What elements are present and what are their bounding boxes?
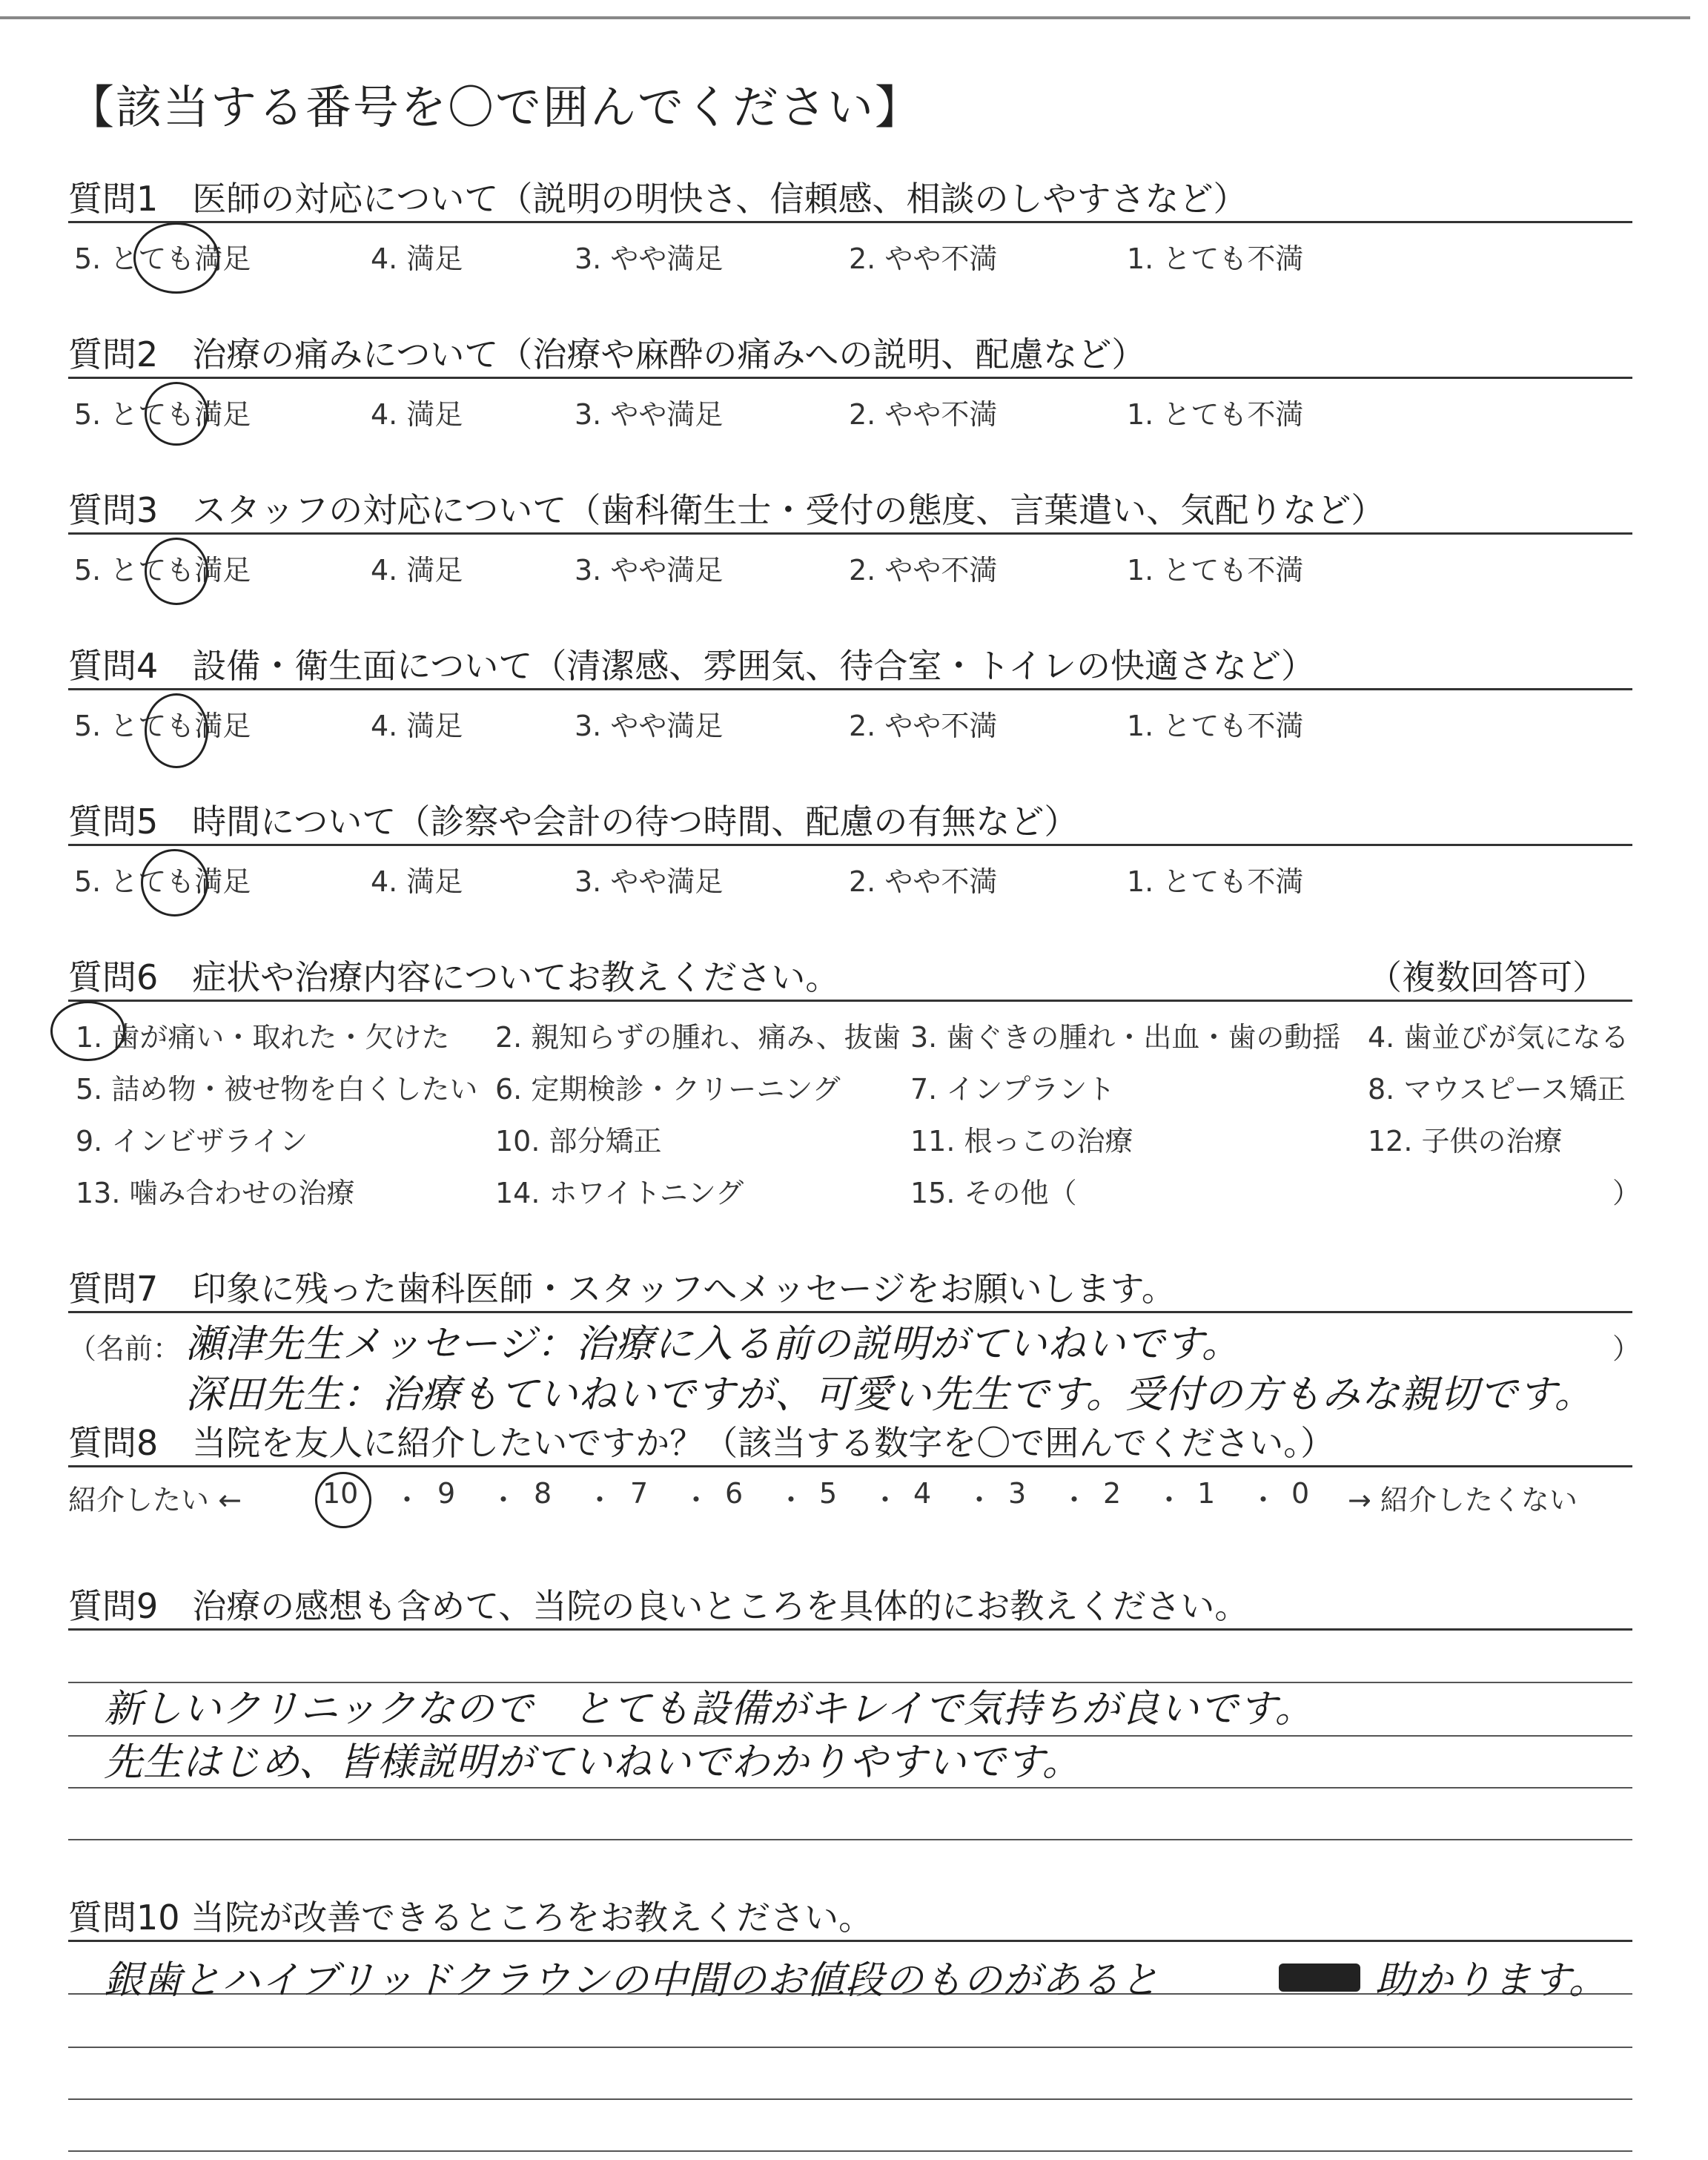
separator: ・ [682, 1484, 711, 1516]
q6-item-5[interactable]: 5. 詰め物・被せ物を白くしたい [76, 1073, 478, 1106]
q5-option-1[interactable]: 1. とても不満 [1127, 865, 1304, 898]
separator: ・ [965, 1484, 994, 1516]
q2-option-3[interactable]: 3. やや満足 [575, 398, 724, 431]
handwritten-answer-1: 新しいクリニックなので とても設備がキレイで気持ちが良いです。 [104, 1687, 1314, 1731]
answer-line [68, 2098, 1632, 2100]
question-9-title: 質問9 治療の感想も含めて、当院の良いところを具体的にお教えください。 [68, 1586, 1249, 1626]
name-label: （名前： [68, 1332, 182, 1365]
q4-option-4[interactable]: 4. 満足 [371, 710, 463, 742]
question-7-title: 質問7 印象に残った歯科医師・スタッフへメッセージをお願いします。 [68, 1269, 1176, 1309]
q6-item-12[interactable]: 12. 子供の治療 [1368, 1125, 1563, 1157]
q4-option-3[interactable]: 3. やや満足 [575, 710, 724, 742]
selection-circle [133, 222, 219, 294]
handwritten-improvement-end: 助かります。 [1375, 1958, 1608, 2003]
question-6-title: 質問6 症状や治療内容についてお教えください。 [68, 957, 840, 997]
question-2-title: 質問2 治療の痛みについて（治療や麻酔の痛みへの説明、配慮など） [68, 334, 1146, 374]
separator: ・ [1060, 1484, 1089, 1516]
q5-option-5[interactable]: 5. とても満足 [74, 865, 251, 898]
q6-item-6[interactable]: 6. 定期検診・クリーニング [495, 1073, 841, 1106]
selection-circle [145, 538, 208, 605]
q6-item-15[interactable]: 15. その他（ [910, 1177, 1077, 1209]
q6-item-8[interactable]: 8. マウスピース矯正 [1368, 1073, 1626, 1106]
q6-item-9[interactable]: 9. インビザライン [76, 1125, 308, 1157]
scan-edge [0, 16, 1690, 19]
q3-option-4[interactable]: 4. 満足 [371, 554, 463, 587]
q5-option-4[interactable]: 4. 満足 [371, 865, 463, 898]
question-3-title: 質問3 スタッフの対応について（歯科衛生士・受付の態度、言葉遣い、気配りなど） [68, 490, 1386, 530]
q3-option-5[interactable]: 5. とても満足 [74, 554, 251, 587]
q1-option-2[interactable]: 2. やや不満 [849, 242, 998, 275]
recommend-right-label: → 紹介したくない [1348, 1484, 1578, 1516]
q2-option-1[interactable]: 1. とても不満 [1127, 398, 1304, 431]
separator: ・ [1155, 1484, 1184, 1516]
q2-option-2[interactable]: 2. やや不満 [849, 398, 998, 431]
divider [68, 221, 1632, 223]
q3-option-2[interactable]: 2. やや不満 [849, 554, 998, 587]
score-10[interactable]: 10 [322, 1477, 359, 1510]
score-0[interactable]: 0 [1291, 1477, 1310, 1510]
score-8[interactable]: 8 [534, 1477, 552, 1510]
answer-line [68, 1787, 1632, 1789]
answer-line [68, 1839, 1632, 1840]
separator: ・ [1249, 1484, 1278, 1516]
q6-item-13[interactable]: 13. 噛み合わせの治療 [76, 1177, 355, 1209]
score-1[interactable]: 1 [1197, 1477, 1216, 1510]
score-5[interactable]: 5 [819, 1477, 838, 1510]
separator: ・ [489, 1484, 518, 1516]
q4-option-5[interactable]: 5. とても満足 [74, 710, 251, 742]
selection-circle [50, 1001, 125, 1061]
multiple-answer-note: （複数回答可） [1368, 957, 1606, 997]
separator: ・ [586, 1484, 615, 1516]
handwritten-answer-2: 先生はじめ、皆様説明がていねいでわかりやすいです。 [104, 1740, 1082, 1785]
q3-option-1[interactable]: 1. とても不満 [1127, 554, 1304, 587]
score-6[interactable]: 6 [725, 1477, 744, 1510]
selection-circle [145, 693, 208, 768]
divider [68, 844, 1632, 846]
q1-option-3[interactable]: 3. やや満足 [575, 242, 724, 275]
divider [68, 532, 1632, 535]
q6-item-3[interactable]: 3. 歯ぐきの腫れ・出血・歯の動揺 [910, 1021, 1341, 1054]
score-4[interactable]: 4 [913, 1477, 932, 1510]
divider [68, 1465, 1632, 1467]
answer-line [68, 2150, 1632, 2152]
question-4-title: 質問4 設備・衛生面について（清潔感、雰囲気、待合室・トイレの快適さなど） [68, 646, 1316, 686]
score-2[interactable]: 2 [1103, 1477, 1122, 1510]
q6-item-4[interactable]: 4. 歯並びが気になる [1368, 1021, 1629, 1054]
q1-option-1[interactable]: 1. とても不満 [1127, 242, 1304, 275]
divider [68, 1628, 1632, 1631]
selection-circle [315, 1472, 371, 1528]
q2-option-4[interactable]: 4. 満足 [371, 398, 463, 431]
recommend-left-label: 紹介したい ← [68, 1484, 242, 1516]
handwritten-improvement: 銀歯とハイブリッドクラウンの中間のお値段のものがあると [104, 1958, 1160, 2003]
separator: ・ [777, 1484, 806, 1516]
q4-option-2[interactable]: 2. やや不満 [849, 710, 998, 742]
q5-option-2[interactable]: 2. やや不満 [849, 865, 998, 898]
divider [68, 688, 1632, 690]
q6-item-15-close: ） [1612, 1177, 1641, 1209]
q2-option-5[interactable]: 5. とても満足 [74, 398, 251, 431]
question-10-title: 質問10 当院が改善できるところをお教えください。 [68, 1898, 873, 1938]
q6-item-1[interactable]: 1. 歯が痛い・取れた・欠けた [76, 1021, 450, 1054]
q6-item-11[interactable]: 11. 根っこの治療 [910, 1125, 1133, 1157]
question-8-title: 質問8 当院を友人に紹介したいですか？（該当する数字を〇で囲んでください。） [68, 1423, 1335, 1463]
question-1-title: 質問1 医師の対応について（説明の明快さ、信頼感、相談のしやすさなど） [68, 179, 1248, 219]
name-close-paren: ） [1612, 1332, 1641, 1365]
q6-item-2[interactable]: 2. 親知らずの腫れ、痛み、抜歯 [495, 1021, 901, 1054]
q1-option-5[interactable]: 5. とても満足 [74, 242, 251, 275]
divider [68, 377, 1632, 379]
q6-item-10[interactable]: 10. 部分矯正 [495, 1125, 662, 1157]
divider [68, 1000, 1632, 1002]
handwritten-message-2: 深田先生：治療もていねいですが、可愛い先生です。受付の方もみな親切です。 [185, 1373, 1594, 1417]
score-7[interactable]: 7 [630, 1477, 649, 1510]
q6-item-7[interactable]: 7. インプラント [910, 1073, 1116, 1106]
q5-option-3[interactable]: 3. やや満足 [575, 865, 724, 898]
selection-circle [145, 382, 208, 446]
q4-option-1[interactable]: 1. とても不満 [1127, 710, 1304, 742]
score-3[interactable]: 3 [1008, 1477, 1027, 1510]
question-5-title: 質問5 時間について（診察や会計の待つ時間、配慮の有無など） [68, 802, 1079, 842]
scribble-out-mark [1279, 1964, 1360, 1992]
score-9[interactable]: 9 [437, 1477, 456, 1510]
page-title: 【該当する番号を〇で囲んでください】 [68, 80, 923, 134]
divider [68, 1940, 1632, 1942]
selection-circle [141, 849, 208, 916]
q3-option-3[interactable]: 3. やや満足 [575, 554, 724, 587]
separator: ・ [871, 1484, 900, 1516]
q6-item-14[interactable]: 14. ホワイトニング [495, 1177, 744, 1209]
answer-line [68, 2047, 1632, 2048]
handwritten-message-1: 瀬津先生メッセージ：治療に入る前の説明がていねいです。 [185, 1322, 1241, 1367]
q1-option-4[interactable]: 4. 満足 [371, 242, 463, 275]
separator: ・ [393, 1484, 422, 1516]
